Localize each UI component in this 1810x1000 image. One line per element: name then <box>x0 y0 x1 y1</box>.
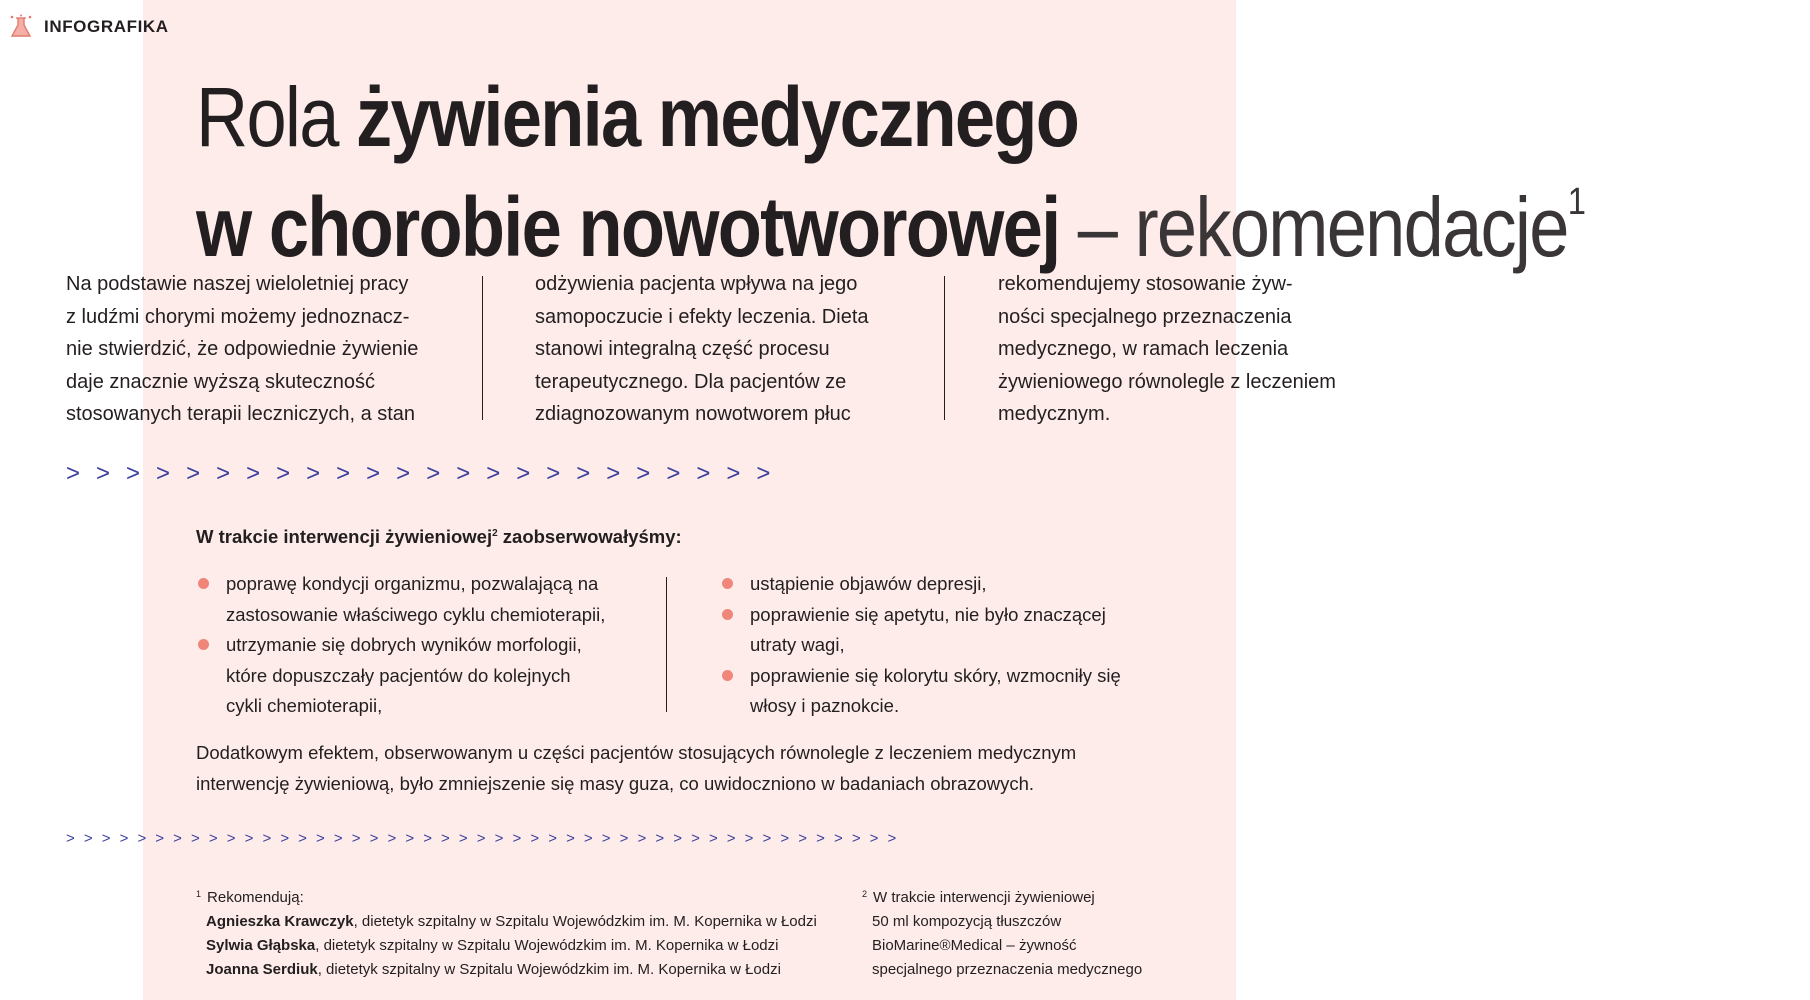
footnote-person <box>196 910 817 934</box>
text-line: utrzymanie się dobrych wyników morfologii, <box>226 634 582 655</box>
chevron-right-icon: > <box>155 830 165 847</box>
chevron-right-icon: > <box>336 460 351 487</box>
text-line: zastosowanie właściwego cyklu chemioterapii, <box>226 603 606 625</box>
chevron-right-icon: > <box>606 460 621 487</box>
person-name: Joanna Serdiuk <box>206 961 318 978</box>
chevron-right-icon: > <box>387 830 397 847</box>
chevron-right-icon: > <box>280 830 290 847</box>
chevron-right-icon: > <box>96 460 111 487</box>
text-line: stosowanych terapii leczniczych, a stan <box>66 403 416 425</box>
list-item <box>196 569 605 630</box>
footnote-number: 2 <box>862 889 868 899</box>
flask-icon <box>8 14 34 40</box>
text-line: z ludźmi chorymi możemy jednoznacz- <box>66 305 410 328</box>
text-line: medycznego, w ramach leczenia <box>998 338 1289 360</box>
chevron-right-icon: > <box>137 830 147 847</box>
chevron-right-icon: > <box>208 830 218 847</box>
intro-column-1 <box>66 268 418 431</box>
chevron-right-icon: > <box>156 460 171 487</box>
title-footnote-ref: 1 <box>1567 181 1585 223</box>
text-line: samopoczucie i efekty leczenia. Dieta <box>535 305 869 328</box>
chevron-right-icon: > <box>298 830 307 847</box>
chevron-right-icon: > <box>351 830 361 847</box>
text-line: interwencję żywieniową, było zmniejszenie się masy guza, co uwidoczniono w badaniach obrazowych. <box>196 773 1035 794</box>
chevron-right-icon: > <box>494 830 504 847</box>
chevron-right-icon: > <box>244 830 254 847</box>
heading-text: W trakcie interwencji żywieniowej <box>196 526 493 547</box>
chevron-right-icon: > <box>576 460 591 487</box>
text-line: stanowi integralną część procesu <box>535 338 830 360</box>
chevron-right-icon: > <box>816 830 825 847</box>
text-line: żywieniowego równolegle z leczeniem <box>998 370 1336 393</box>
list-item <box>720 569 1121 600</box>
category-tag <box>8 14 169 40</box>
chevron-right-icon: > <box>726 830 736 847</box>
list-item <box>720 661 1121 722</box>
chevron-right-icon: > <box>126 460 141 487</box>
chevron-right-icon: > <box>101 830 111 847</box>
title-thin: – rekomendacje <box>1059 180 1568 274</box>
text-line: medycznym. <box>998 403 1111 425</box>
chevron-right-icon: > <box>441 830 450 847</box>
footnote-line <box>862 886 1142 910</box>
chevron-right-icon: > <box>798 830 807 847</box>
chevron-right-icon: > <box>366 460 381 487</box>
person-role: , dietetyk szpitalny w Szpitalu Wojewódzkim im. M. Kopernika w Łodzi <box>353 913 817 930</box>
bullet-dot-icon <box>722 670 733 681</box>
chevron-right-icon: > <box>186 460 201 487</box>
chevron-right-icon: > <box>887 830 897 847</box>
chevron-right-icon: > <box>276 460 291 487</box>
chevron-right-icon: > <box>546 460 561 487</box>
text-line: zdiagnozowanym nowotworem płuc <box>535 403 851 425</box>
footnote-line: BioMarine®Medical – żywność <box>872 937 1077 954</box>
chevron-right-icon: > <box>191 830 200 847</box>
chevron-right-icon: > <box>583 830 593 847</box>
chevron-right-icon: > <box>833 830 843 847</box>
chevron-right-icon: > <box>756 460 771 487</box>
chevron-right-icon: > <box>636 460 651 487</box>
text-line: nie stwierdzić, że odpowiednie żywienie <box>66 338 419 360</box>
chevron-right-icon: > <box>333 830 343 847</box>
chevron-right-icon: > <box>458 830 468 847</box>
footnote-1 <box>196 886 817 982</box>
chevron-right-icon: > <box>869 830 879 847</box>
text-line: cykli chemioterapii, <box>226 695 383 716</box>
chevron-right-icon: > <box>708 830 718 847</box>
observations-list-left <box>196 569 605 722</box>
chevron-right-icon: > <box>486 460 501 487</box>
observations-heading <box>196 526 682 548</box>
column-divider <box>666 577 667 712</box>
chevron-right-icon: > <box>655 830 665 847</box>
chevron-right-icon: > <box>456 460 471 487</box>
chevron-right-icon: > <box>691 830 700 847</box>
chevron-right-icon: > <box>66 460 81 487</box>
title-light: Rola <box>196 70 357 164</box>
footnote-line: 50 ml kompozycją tłuszczów <box>872 913 1062 930</box>
chevron-right-icon: > <box>226 830 236 847</box>
text-line: poprawienie się kolorytu skóry, wzmocniły się <box>750 664 1121 686</box>
text-line: daje znacznie wyższą skuteczność <box>66 370 376 393</box>
category-label: INFOGRAFIKA <box>44 17 169 36</box>
column-divider <box>482 276 483 420</box>
chevron-right-icon: > <box>601 830 611 847</box>
chevron-right-icon: > <box>530 830 540 847</box>
text-line: utraty wagi, <box>750 634 845 655</box>
text-line: terapeutycznego. Dla pacjentów ze <box>535 370 847 393</box>
chevron-right-icon: > <box>66 830 75 847</box>
chevron-right-icon: > <box>762 830 772 847</box>
footnote-2 <box>862 886 1142 982</box>
text-line: ności specjalnego przeznaczenia <box>998 305 1292 328</box>
text-line: odżywienia pacjenta wpływa na jego <box>535 273 858 295</box>
chevron-right-icon: > <box>851 830 861 847</box>
text-line: ustąpienie objawów depresji, <box>750 573 987 594</box>
page-title <box>196 62 1810 282</box>
chevron-right-icon: > <box>306 460 321 487</box>
chevron-right-icon: > <box>726 460 741 487</box>
chevron-right-icon: > <box>666 460 681 487</box>
list-item <box>196 630 605 722</box>
title-bold-2: w chorobie nowotworowej <box>196 180 1060 274</box>
chevron-right-icon: > <box>637 830 647 847</box>
footnote-person <box>196 958 817 982</box>
footnote-line: specjalnego przeznaczenia medycznego <box>872 961 1143 978</box>
text-line: rekomendujemy stosowanie żyw- <box>998 273 1293 295</box>
chevron-right-icon: > <box>83 830 93 847</box>
chevron-right-icon: > <box>619 830 629 847</box>
chevron-right-icon: > <box>744 830 754 847</box>
title-bold: żywienia medycznego <box>356 70 1079 164</box>
list-item <box>720 600 1121 661</box>
chevron-right-icon: > <box>780 830 790 847</box>
title-line-1 <box>196 62 1584 172</box>
chevron-right-icon: > <box>173 830 182 847</box>
extra-effect-paragraph <box>196 737 1136 799</box>
heading-footnote-ref: 2 <box>492 527 498 539</box>
intro-column-3 <box>998 268 1336 431</box>
chevron-right-icon: > <box>405 830 415 847</box>
bullet-dot-icon <box>198 578 209 589</box>
chevron-divider-small <box>66 830 896 847</box>
chevron-right-icon: > <box>216 460 231 487</box>
chevron-right-icon: > <box>696 460 711 487</box>
text-line: poprawę kondycji organizmu, pozwalającą na <box>226 573 599 594</box>
person-role: , dietetyk szpitalny w Szpitalu Wojewódzkim im. M. Kopernika w Łodzi <box>317 961 781 978</box>
footnote-person <box>196 934 817 958</box>
bullet-dot-icon <box>722 578 733 589</box>
chevron-right-icon: > <box>566 830 575 847</box>
text-line: poprawienie się apetytu, nie było znaczącej <box>750 603 1106 625</box>
column-divider <box>944 276 945 420</box>
chevron-right-icon: > <box>673 830 682 847</box>
text-line: Na podstawie naszej wieloletniej pracy <box>66 273 409 295</box>
chevron-right-icon: > <box>516 460 531 487</box>
chevron-right-icon: > <box>548 830 557 847</box>
chevron-right-icon: > <box>396 460 411 487</box>
bullet-dot-icon <box>722 609 733 620</box>
chevron-divider-large <box>66 460 770 488</box>
text-line: które dopuszczały pacjentów do kolejnych <box>226 664 571 686</box>
bullet-dot-icon <box>198 639 209 650</box>
intro-column-2 <box>535 268 869 431</box>
chevron-right-icon: > <box>262 830 272 847</box>
chevron-right-icon: > <box>426 460 441 487</box>
footnote-heading-text: Rekomendują: <box>207 889 304 906</box>
person-name: Sylwia Głąbska <box>206 937 316 954</box>
title-line-2 <box>196 172 1584 282</box>
chevron-right-icon: > <box>512 830 522 847</box>
heading-text-end: zaobserwowałyśmy: <box>497 526 682 547</box>
footnote-text: W trakcie interwencji żywieniowej <box>873 889 1095 906</box>
chevron-right-icon: > <box>246 460 261 487</box>
chevron-right-icon: > <box>119 830 129 847</box>
chevron-right-icon: > <box>316 830 325 847</box>
chevron-right-icon: > <box>423 830 432 847</box>
text-line: włosy i paznokcie. <box>750 695 900 716</box>
person-name: Agnieszka Krawczyk <box>206 913 354 930</box>
chevron-right-icon: > <box>476 830 486 847</box>
person-role: , dietetyk szpitalny w Szpitalu Wojewódzkim im. M. Kopernika w Łodzi <box>315 937 779 954</box>
footnote-number: 1 <box>196 889 202 899</box>
observations-list-right <box>720 569 1121 722</box>
text-line: Dodatkowym efektem, obserwowanym u części pacjentów stosujących równolegle z leczeniem medycznym <box>196 742 1077 763</box>
chevron-right-icon: > <box>369 830 379 847</box>
footnote-heading <box>196 886 817 910</box>
